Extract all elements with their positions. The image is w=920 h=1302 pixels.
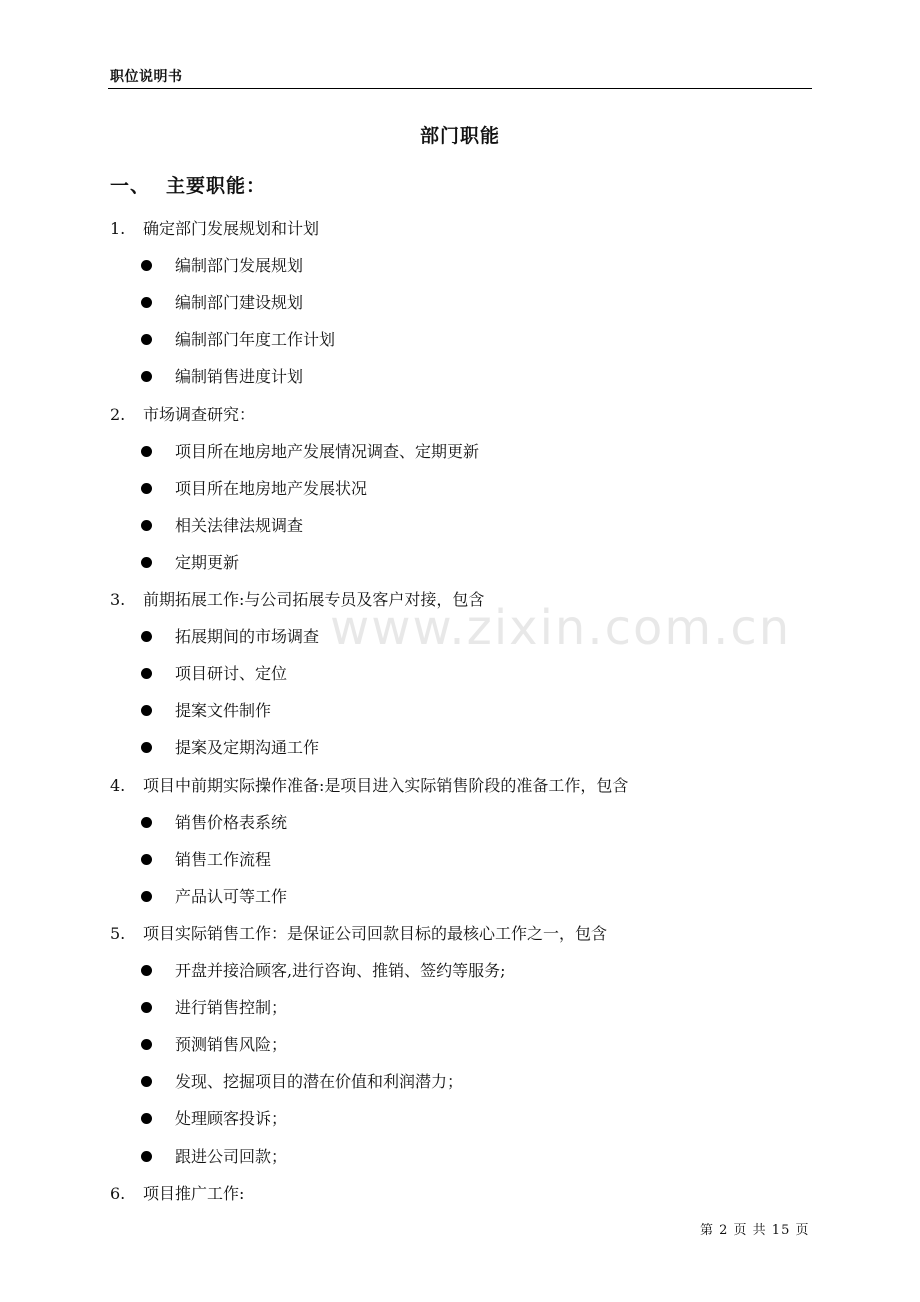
bullet-dot-icon — [141, 1151, 152, 1162]
header-divider — [108, 88, 812, 89]
bullet-text: 提案及定期沟通工作 — [175, 738, 320, 758]
bullet-dot-icon — [141, 631, 152, 642]
page-footer: 第 2 页 共 15 页 — [700, 1223, 810, 1238]
bullet-text: 项目研讨、定位 — [175, 664, 288, 684]
bullet-text: 编制销售进度计划 — [175, 367, 304, 387]
bullet-dot-icon — [141, 557, 152, 568]
bullet-text: 开盘并接洽顾客,进行咨询、推销、签约等服务; — [175, 961, 506, 980]
list-item-number: 4. — [110, 775, 126, 795]
bullet-dot-icon — [141, 891, 152, 902]
page-title: 部门职能 — [419, 125, 500, 147]
list-item-number: 1. — [110, 219, 126, 238]
bullet-text: 发现、挖掘项目的潜在价值和利润潜力； — [175, 1072, 464, 1092]
bullet-text: 销售工作流程 — [175, 849, 272, 869]
bullet-text: 提案文件制作 — [175, 701, 272, 721]
bullet-text: 定期更新 — [175, 552, 240, 572]
bullet-dot-icon — [141, 334, 152, 345]
bullet-dot-icon — [141, 742, 152, 753]
bullet-dot-icon — [141, 520, 152, 531]
bullet-dot-icon — [141, 1039, 152, 1050]
list-item-text: 项目实际销售工作：是保证公司回款目标的最核心工作之一，包含 — [143, 923, 608, 943]
list-item-number: 5. — [110, 923, 126, 943]
bullet-text: 相关法律法规调查 — [175, 515, 304, 535]
watermark: www.zixin.com.cn — [330, 600, 792, 656]
bullet-dot-icon — [141, 965, 152, 976]
bullet-dot-icon — [141, 1076, 152, 1087]
bullet-dot-icon — [141, 1002, 152, 1013]
section-number: 一、 — [110, 175, 151, 197]
bullet-dot-icon — [141, 668, 152, 679]
bullet-text: 预测销售风险； — [175, 1035, 288, 1055]
bullet-text: 项目所在地房地产发展情况调查、定期更新 — [175, 441, 480, 461]
bullet-dot-icon — [141, 1113, 152, 1124]
bullet-dot-icon — [141, 817, 152, 828]
bullet-text: 拓展期间的市场调查 — [175, 627, 320, 647]
list-item-text: 市场调查研究： — [143, 404, 256, 424]
bullet-dot-icon — [141, 297, 152, 308]
bullet-dot-icon — [141, 854, 152, 865]
list-item-text: 项目中前期实际操作准备:是项目进入实际销售阶段的准备工作，包含 — [143, 775, 629, 795]
bullet-text: 跟进公司回款； — [175, 1146, 288, 1166]
bullet-dot-icon — [141, 446, 152, 457]
bullet-dot-icon — [141, 371, 152, 382]
bullet-text: 处理顾客投诉； — [175, 1109, 288, 1129]
bullet-dot-icon — [141, 483, 152, 494]
bullet-text: 编制部门发展规划 — [175, 256, 304, 276]
bullet-dot-icon — [141, 705, 152, 716]
list-item-number: 6. — [110, 1183, 126, 1203]
list-item-text: 确定部门发展规划和计划 — [143, 219, 320, 238]
bullet-text: 编制部门年度工作计划 — [175, 330, 336, 350]
section-title: 主要职能： — [166, 175, 267, 197]
list-item-text: 前期拓展工作:与公司拓展专员及客户对接，包含 — [143, 590, 485, 609]
list-item-number: 3. — [110, 590, 126, 609]
bullet-text: 产品认可等工作 — [175, 886, 288, 906]
document-header-title: 职位说明书 — [110, 69, 183, 85]
bullet-text: 编制部门建设规划 — [175, 293, 304, 313]
bullet-text: 项目所在地房地产发展状况 — [175, 478, 368, 498]
section-heading — [110, 171, 266, 198]
bullet-text: 进行销售控制； — [175, 998, 288, 1018]
list-item-number: 2. — [110, 404, 126, 424]
bullet-text: 销售价格表系统 — [175, 812, 288, 832]
list-item-text: 项目推广工作: — [143, 1183, 245, 1203]
bullet-dot-icon — [141, 260, 152, 271]
